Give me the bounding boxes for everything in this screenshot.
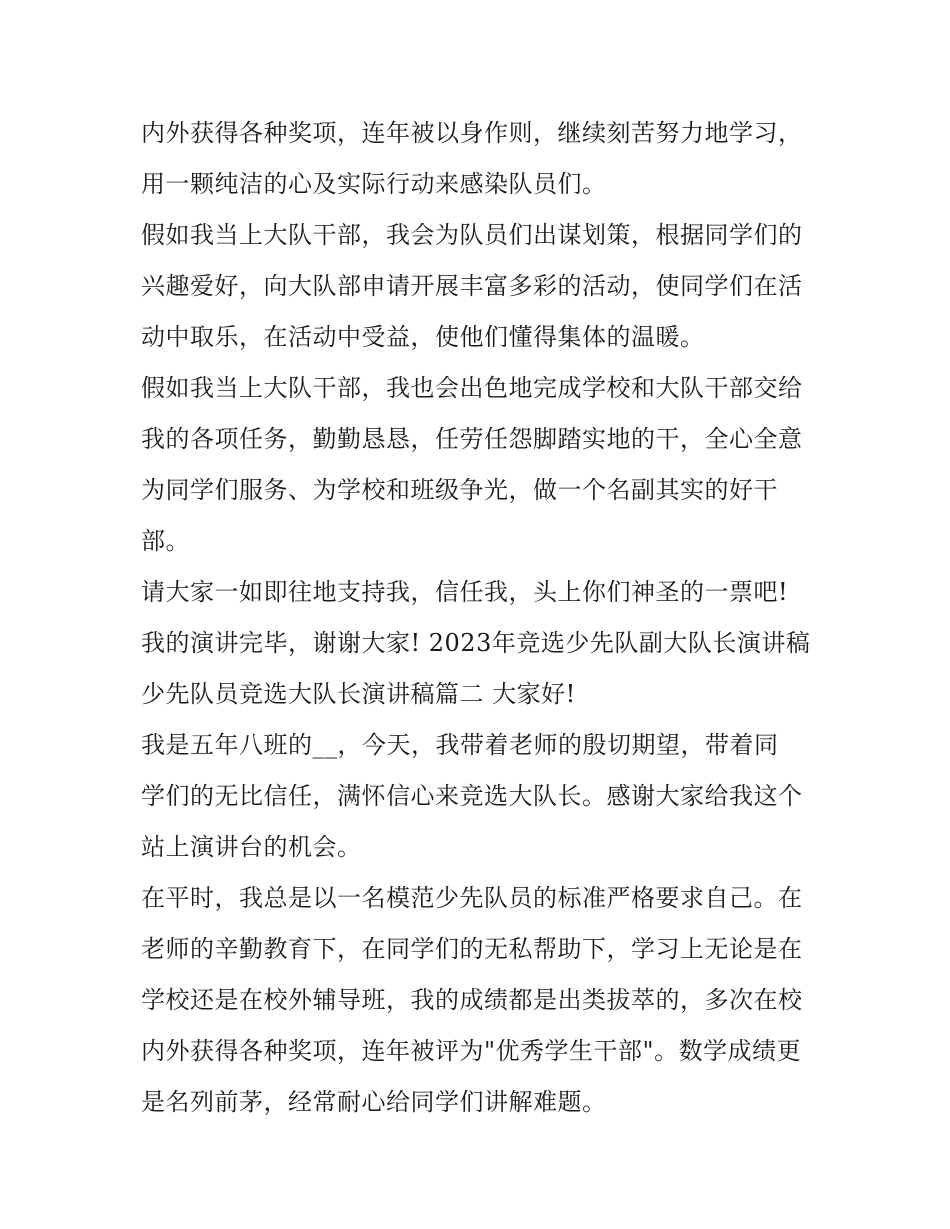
document-body <box>141 108 821 1128</box>
text-line: 我的各项任务，勤勤恳恳，任劳任怨脚踏实地的干，全心全意 <box>141 425 803 453</box>
text-line: 内外获得各种奖项，连年被以身作则，继续刻苦努力地学习， <box>141 119 803 147</box>
text-line: 学校还是在校外辅导班，我的成绩都是出类拔萃的，多次在校 <box>141 986 803 1014</box>
text-line: 站上演讲台的机会。 <box>141 833 362 861</box>
text-line: 我是五年八班的__，今天，我带着老师的殷切期望，带着同 <box>141 731 779 759</box>
text-line: 学们的无比信任，满怀信心来竞选大队长。感谢大家给我这个 <box>141 782 803 810</box>
text-line: 老师的辛勤教育下，在同学们的无私帮助下，学习上无论是在 <box>141 935 803 963</box>
text-line: 兴趣爱好，向大队部申请开展丰富多彩的活动，使同学们在活 <box>141 272 803 300</box>
text-line: 少先队员竞选大队长演讲稿篇二 大家好! <box>141 680 576 708</box>
text-line: 假如我当上大队干部，我会为队员们出谋划策，根据同学们的 <box>141 221 803 249</box>
text-line: 假如我当上大队干部，我也会出色地完成学校和大队干部交给 <box>141 374 803 402</box>
text-line: 为同学们服务、为学校和班级争光，做一个名副其实的好干 <box>141 476 778 504</box>
text-line: 请大家一如即往地支持我，信任我，头上你们神圣的一票吧! <box>141 578 789 606</box>
text-line: 动中取乐，在活动中受益，使他们懂得集体的温暖。 <box>141 323 705 351</box>
text-line: 在平时，我总是以一名模范少先队员的标准严格要求自己。在 <box>141 884 803 912</box>
text-line: 部。 <box>141 527 190 555</box>
text-line: 用一颗纯洁的心及实际行动来感染队员们。 <box>141 170 607 198</box>
text-line: 内外获得各种奖项，连年被评为"优秀学生干部"。数学成绩更 <box>141 1037 802 1065</box>
text-line: 我的演讲完毕，谢谢大家! 2023年竞选少先队副大队长演讲稿 <box>141 629 811 657</box>
text-line: 是名列前茅，经常耐心给同学们讲解难题。 <box>141 1088 607 1116</box>
